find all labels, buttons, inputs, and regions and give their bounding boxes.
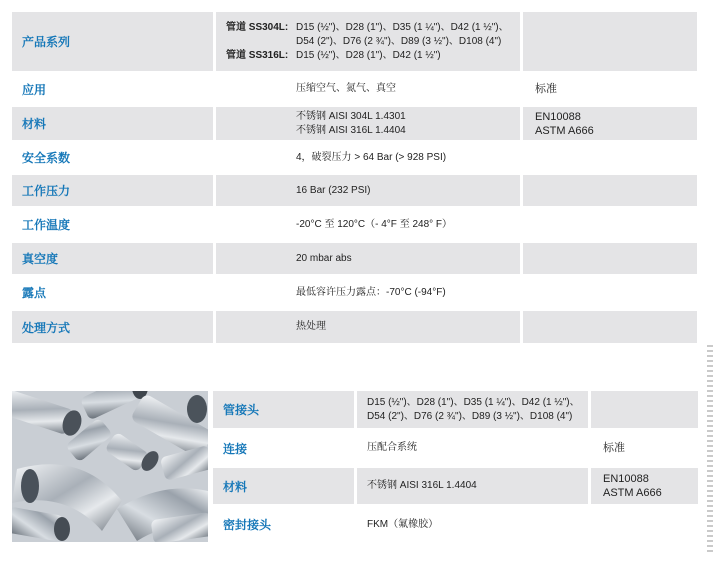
row-label-cell — [213, 431, 354, 465]
row-standard-cell — [523, 243, 697, 274]
row-standard-cell — [591, 468, 698, 504]
standard-line: ASTM A666 — [535, 124, 594, 137]
row-label: 应用 — [22, 82, 47, 97]
value-line — [226, 151, 446, 165]
row-value-cell — [216, 311, 520, 343]
row-label: 处理方式 — [22, 320, 71, 335]
row-label-cell — [12, 277, 213, 308]
value-line: 压配合系统 — [367, 442, 417, 453]
row-label-cell — [12, 243, 213, 274]
value-line — [226, 252, 352, 266]
value-line — [226, 110, 406, 124]
standard-line: ASTM A666 — [603, 487, 662, 499]
row-value-cell — [357, 431, 588, 465]
value-line — [226, 49, 441, 63]
row-value-cell — [216, 175, 520, 206]
row-standard-cell — [523, 311, 697, 343]
value-line — [226, 184, 370, 198]
value-line — [226, 218, 452, 232]
standard-line: EN10088 — [603, 473, 649, 485]
row-label: 安全系数 — [22, 151, 71, 165]
row-value-cell — [216, 277, 520, 308]
row-label-cell — [12, 311, 213, 343]
value-text: 4，破裂压力 > 64 Bar (> 928 PSI) — [296, 151, 447, 163]
value-text: -20°C 至 120°C（- 4°F 至 248° F） — [296, 218, 453, 230]
value-line — [226, 35, 501, 49]
table-row — [0, 142, 713, 173]
row-value-cell — [357, 507, 588, 542]
row-label-cell — [12, 12, 213, 71]
row-value-cell — [216, 74, 520, 104]
row-label-cell — [12, 74, 213, 104]
table-row — [0, 431, 713, 465]
value-line: 不锈钢 AISI 316L 1.4404 — [367, 480, 477, 491]
value-text: 不锈钢 AISI 316L 1.4404 — [296, 124, 406, 136]
row-value-cell — [216, 12, 520, 71]
value-line: D54 (2")、D76 (2 ¾")、D89 (3 ½")、D108 (4") — [367, 410, 573, 422]
value-prefix: 管道 SS316L: — [226, 49, 289, 61]
row-label: 密封接头 — [223, 518, 272, 532]
value-line: D15 (½")、D28 (1")、D35 (1 ¼")、D42 (1 ½")、 — [367, 396, 580, 408]
value-text: D54 (2")、D76 (2 ¾")、D89 (3 ½")、D108 (4") — [296, 35, 502, 47]
row-value-cell — [357, 468, 588, 504]
row-standard-cell — [523, 107, 697, 140]
value-text: 热处理 — [296, 321, 326, 332]
standard-line: 标准 — [535, 83, 557, 95]
value-text: 16 Bar (232 PSI) — [296, 184, 371, 196]
row-label-cell — [213, 391, 354, 428]
table-row — [0, 468, 713, 504]
row-value-cell — [216, 107, 520, 140]
row-standard-cell — [591, 391, 698, 428]
row-label: 工作压力 — [22, 184, 71, 198]
row-label: 连接 — [223, 441, 248, 456]
row-standard-cell — [523, 175, 697, 206]
value-text: D15 (½")、D28 (1")、D35 (1 ¼")、D42 (1 ½")、 — [296, 21, 509, 33]
value-prefix: 管道 SS304L: — [226, 21, 289, 33]
row-label-cell — [213, 468, 354, 504]
table-row — [0, 12, 713, 71]
table-row — [0, 311, 713, 343]
value-text: 不锈钢 AISI 304L 1.4301 — [296, 110, 406, 122]
row-label: 材料 — [22, 117, 47, 131]
row-label-cell — [12, 175, 213, 206]
table-row — [0, 74, 713, 104]
table-row — [0, 175, 713, 206]
value-text: 20 mbar abs — [296, 252, 352, 264]
row-label: 材料 — [223, 479, 248, 494]
value-line — [226, 286, 446, 300]
standard-line: EN10088 — [535, 110, 581, 123]
row-label-cell — [12, 107, 213, 140]
value-line — [226, 320, 326, 334]
row-value-cell — [216, 142, 520, 173]
value-line — [226, 124, 406, 138]
row-value-cell — [216, 209, 520, 240]
row-value-cell — [357, 391, 588, 428]
table-row — [0, 391, 713, 428]
row-standard-cell — [523, 142, 697, 173]
table-row — [0, 107, 713, 140]
standard-line: 标准 — [603, 442, 625, 454]
row-label: 工作温度 — [22, 218, 71, 232]
row-standard-cell — [523, 209, 697, 240]
value-text: 最低容许压力露点：-70°C (-94°F) — [296, 286, 446, 298]
row-label: 露点 — [22, 286, 47, 300]
row-label-cell — [12, 209, 213, 240]
table-row — [0, 277, 713, 308]
row-label-cell — [12, 142, 213, 173]
value-line — [226, 82, 396, 96]
vertical-side-text — [707, 345, 713, 555]
row-label-cell — [213, 507, 354, 542]
row-value-cell — [216, 243, 520, 274]
value-text: 压缩空气、氮气、真空 — [296, 83, 396, 94]
row-standard-cell — [523, 74, 697, 104]
table-row — [0, 507, 713, 542]
value-line — [226, 21, 509, 35]
row-label: 管接头 — [223, 403, 260, 417]
row-standard-cell — [523, 277, 697, 308]
table-row — [0, 209, 713, 240]
value-line: FKM（氟橡胶） — [367, 518, 439, 530]
row-standard-cell — [523, 12, 697, 71]
row-standard-cell — [591, 507, 698, 542]
table-row — [0, 243, 713, 274]
row-label: 产品系列 — [22, 35, 71, 49]
row-label: 真空度 — [22, 252, 59, 266]
row-standard-cell — [591, 431, 698, 465]
value-text: D15 (½")、D28 (1")、D42 (1 ½") — [296, 49, 441, 61]
